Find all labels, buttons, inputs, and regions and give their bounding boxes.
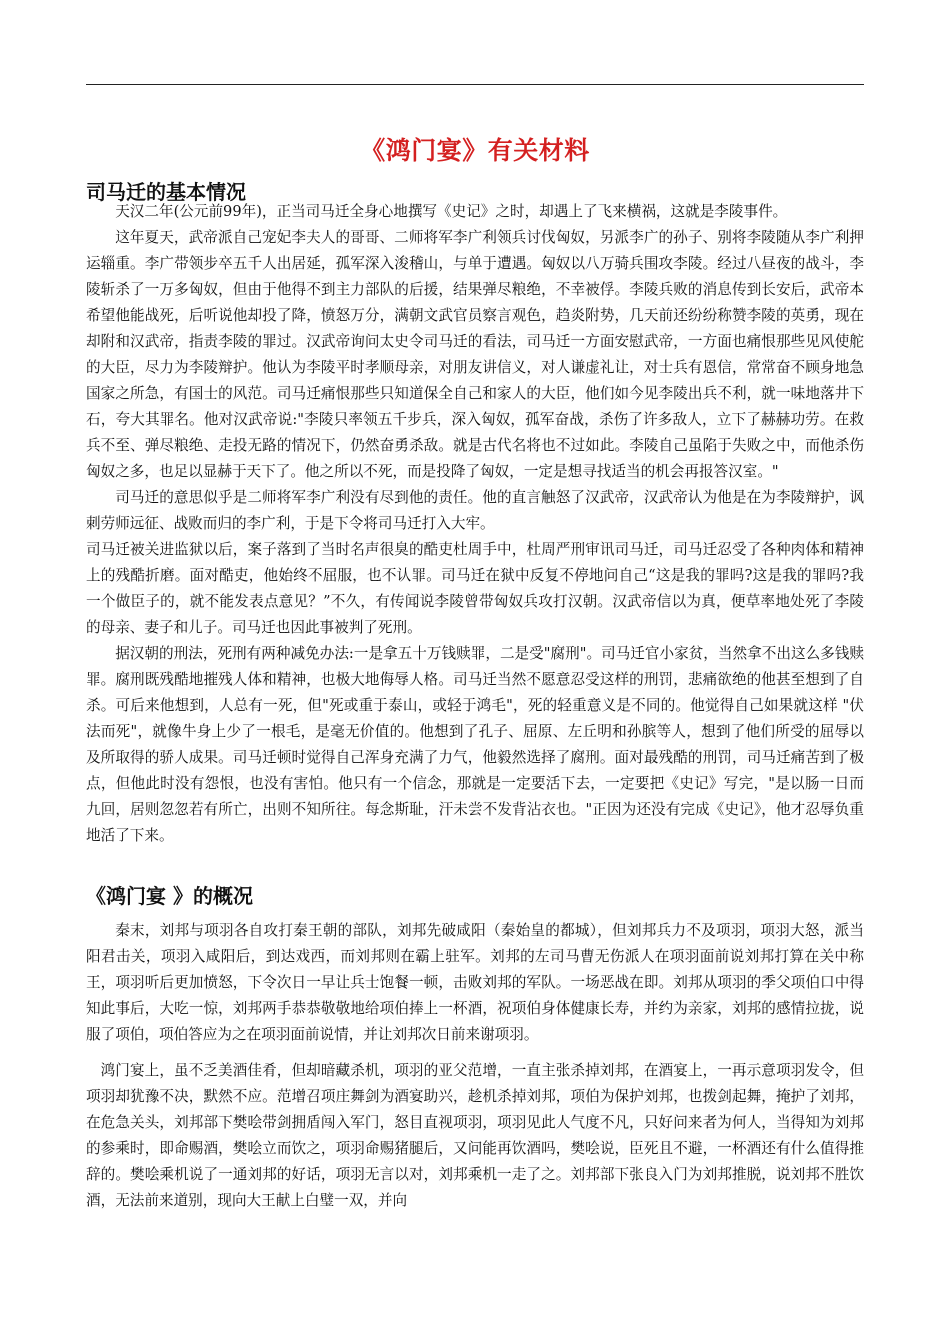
section-body-hongmen-banquet: [86, 918, 864, 1214]
section-body-sima-qian: [86, 199, 864, 849]
paragraph: 司马迁的意思似乎是二师将军李广利没有尽到他的责任。他的直言触怒了汉武帝，汉武帝认为他是在为李陵辩护，讽刺劳师远征、战败而归的李广利，于是下令将司马迁打入大牢。: [86, 489, 864, 532]
paragraph: 秦末，刘邦与项羽各自攻打秦王朝的部队，刘邦先破咸阳（秦始皇的都城），但刘邦兵力不及项羽，项羽大怒，派当阳君击关，项羽入咸阳后，到达戏西，而刘邦则在霸上驻军。刘邦的左司马曹无伤派人在项羽面前说刘邦打算在关中称王，项羽听后更加愤怒，下令次日一早让兵士饱餐一顿，击败刘邦的军队。一场恶战在即。刘邦从项羽的季父项伯口中得知此事后，大吃一惊，刘邦两手恭恭敬敬地给项伯捧上一杯酒，祝项伯身体健康长寿，并约为亲家，刘邦的感情拉拢，说服了项伯，项伯答应为之在项羽面前说情，并让刘邦次日前来谢项羽。: [86, 922, 864, 1043]
paragraph: 这年夏天，武帝派自己宠妃李夫人的哥哥、二师将军李广利领兵讨伐匈奴，另派李广的孙子、别将李陵随从李广利押运辎重。李广带领步卒五千人出居延，孤军深入浚稽山，与单于遭遇。匈奴以八万骑兵围攻李陵。经过八昼夜的战斗，李陵斩杀了一万多匈奴，但由于他得不到主力部队的后援，结果弹尽粮绝，不幸被俘。李陵兵败的消息传到长安后，武帝本希望他能战死，后听说他却投了降，愤怒万分，满朝文武官员察言观色，趋炎附势，几天前还纷纷称赞李陵的英勇，现在却附和汉武帝，指责李陵的罪过。汉武帝询问太史令司马迁的看法，司马迁一方面安慰武帝，一方面也痛恨那些见风使舵的大臣，尽力为李陵辩护。他认为李陵平时孝顺母亲，对朋友讲信义，对人谦虚礼让，对士兵有恩信，常常奋不顾身地急国家之所急，有国士的风范。司马迁痛恨那些只知道保全自己和家人的大臣，他们如今见李陵出兵不利，就一味地落井下石，夸大其罪名。他对汉武帝说:"李陵只率领五千步兵，深入匈奴，孤军奋战，杀伤了许多敌人，立下了赫赫功劳。在救兵不至、弹尽粮绝、走投无路的情况下，仍然奋勇杀敌。就是古代名将也不过如此。李陵自己虽陷于失败之中，而他杀伤匈奴之多，也足以显赫于天下了。他之所以不死，而是投降了匈奴，一定是想寻找适当的机会再报答汉室。": [86, 229, 864, 480]
paragraph: 司马迁被关进监狱以后，案子落到了当时名声很臭的酷吏杜周手中，杜周严刑审讯司马迁，司马迁忍受了各种肉体和精神上的残酷折磨。面对酷吏，他始终不屈服，也不认罪。司马迁在狱中反复不停地问自己“这是我的罪吗?这是我的罪吗?我一个做臣子的，就不能发表点意见？”不久，有传闻说李陵曾带匈奴兵攻打汉朝。汉武帝信以为真，便草率地处死了李陵的母亲、妻子和儿子。司马迁也因此事被判了死刑。: [86, 541, 864, 636]
section-heading-hongmen-banquet: 《鸿门宴 》的概况: [86, 884, 253, 908]
paragraph: 天汉二年(公元前99年)，正当司马迁全身心地撰写《史记》之时，却遇上了飞来横祸，这就是李陵事件。: [115, 203, 788, 220]
document-title: 《鸿门宴》有关材料: [360, 136, 590, 165]
header-rule: [86, 84, 864, 85]
paragraph: 鸿门宴上，虽不乏美酒佳肴，但却暗藏杀机，项羽的亚父范增，一直主张杀掉刘邦，在酒宴上，一再示意项羽发令，但项羽却犹豫不决，默然不应。范增召项庄舞剑为酒宴助兴，趁机杀掉刘邦，项伯为保护刘邦，也拨剑起舞，掩护了刘邦，在危急关头，刘邦部下樊哙带剑拥盾闯入军门，怒目直视项羽，项羽见此人气度不凡，只好问来者为何人，当得知为刘邦的参乘时，即命赐酒，樊哙立而饮之，项羽命赐猪腿后，又问能再饮酒吗，樊哙说，臣死且不避，一杯酒还有什么值得推辞的。樊哙乘机说了一通刘邦的好话，项羽无言以对，刘邦乘机一走了之。刘邦部下张良入门为刘邦推脱，说刘邦不胜饮酒，无法前来道别，现向大王献上白璧一双，并向: [86, 1062, 864, 1209]
section-heading-sima-qian: 司马迁的基本情况: [86, 180, 246, 204]
paragraph: 据汉朝的刑法，死刑有两种减免办法:一是拿五十万钱赎罪，二是受"腐刑"。司马迁官小家贫，当然拿不出这么多钱赎罪。腐刑既残酷地摧残人体和精神，也极大地侮辱人格。司马迁当然不愿意忍受这样的刑罚，悲痛欲绝的他甚至想到了自杀。可后来他想到，人总有一死，但"死或重于泰山，或轻于鸿毛"，死的轻重意义是不同的。他觉得自己如果就这样 "伏法而死"，就像牛身上少了一根毛，是毫无价值的。他想到了孔子、屈原、左丘明和孙膑等人，想到了他们所受的屈辱以及所取得的骄人成果。司马迁顿时觉得自己浑身充满了力气，他毅然选择了腐刑。面对最残酷的刑罚，司马迁痛苦到了极点，但他此时没有怨恨，也没有害怕。他只有一个信念，那就是一定要活下去，一定要把《史记》写完，"是以肠一日而九回，居则忽忽若有所亡，出则不知所往。每念斯耻，汗未尝不发背沾衣也。"正因为还没有完成《史记》，他才忍辱负重地活了下来。: [86, 645, 864, 844]
